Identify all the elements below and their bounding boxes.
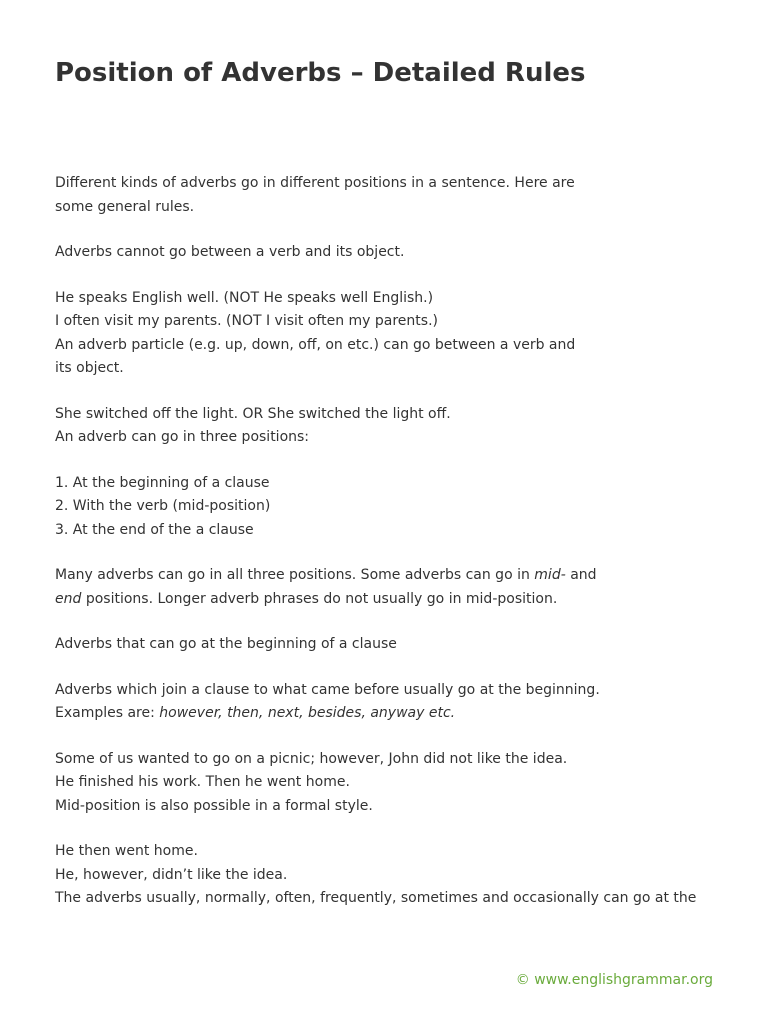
text-line: He finished his work. Then he went home.	[55, 774, 350, 790]
paragraph-particle-example	[55, 403, 715, 450]
site-credit	[516, 970, 713, 990]
text-line: He then went home.	[55, 843, 198, 859]
italic-term: end	[55, 590, 82, 607]
article-body	[55, 172, 715, 933]
page-title: Position of Adverbs – Detailed Rules	[55, 58, 586, 88]
text-fragment: Many adverbs can go in all three positions. Some adverbs can go in	[55, 567, 535, 583]
list-item: 2. With the verb (mid-position)	[55, 498, 271, 514]
italic-term: mid-	[534, 567, 566, 583]
paragraph-intro	[55, 172, 715, 219]
text-line	[55, 702, 715, 726]
text-fragment: Examples are:	[55, 705, 160, 721]
text-line: its object.	[55, 360, 124, 376]
text-line	[55, 564, 715, 588]
text-line: I often visit my parents. (NOT I visit often my parents.)	[55, 313, 438, 329]
text-line: The adverbs usually, normally, often, frequently, sometimes and occasionally can go at the	[55, 890, 697, 906]
paragraph-beginning	[55, 679, 715, 726]
paragraph-mid-position-examples	[55, 840, 715, 911]
text-line: Different kinds of adverbs go in different positions in a sentence. Here are	[55, 175, 575, 191]
text-line: Adverbs that can go at the beginning of a clause	[55, 636, 397, 652]
site-link[interactable]: © www.englishgrammar.org	[515, 972, 713, 988]
paragraph-positions	[55, 564, 715, 611]
text-line: An adverb particle (e.g. up, down, off, on etc.) can go between a verb and	[55, 336, 576, 353]
positions-list	[55, 472, 715, 543]
paragraph-beginning-examples	[55, 748, 715, 819]
text-line: some general rules.	[55, 198, 195, 215]
text-fragment: and	[565, 567, 597, 583]
paragraph-examples	[55, 287, 715, 381]
text-line	[55, 588, 715, 612]
text-line: Some of us wanted to go on a picnic; however, John did not like the idea.	[55, 750, 568, 767]
text-fragment: positions. Longer adverb phrases do not usually go in mid-position.	[81, 590, 558, 607]
list-item: 3. At the end of the a clause	[55, 521, 254, 538]
text-line: He speaks English well. (NOT He speaks well English.)	[55, 289, 434, 306]
text-line: She switched off the light. OR She switched the light off.	[55, 405, 451, 422]
text-line: Mid-position is also possible in a formal style.	[55, 797, 373, 814]
text-line: He, however, didn’t like the idea.	[55, 866, 288, 883]
list-item: 1. At the beginning of a clause	[55, 474, 270, 491]
text-line: Adverbs cannot go between a verb and its object.	[55, 244, 405, 260]
section-heading	[55, 633, 715, 657]
paragraph-rule	[55, 241, 715, 265]
text-line: An adverb can go in three positions:	[55, 429, 310, 445]
text-line: Adverbs which join a clause to what came before usually go at the beginning.	[55, 681, 600, 698]
italic-examples: however, then, next, besides, anyway etc.	[159, 705, 456, 721]
